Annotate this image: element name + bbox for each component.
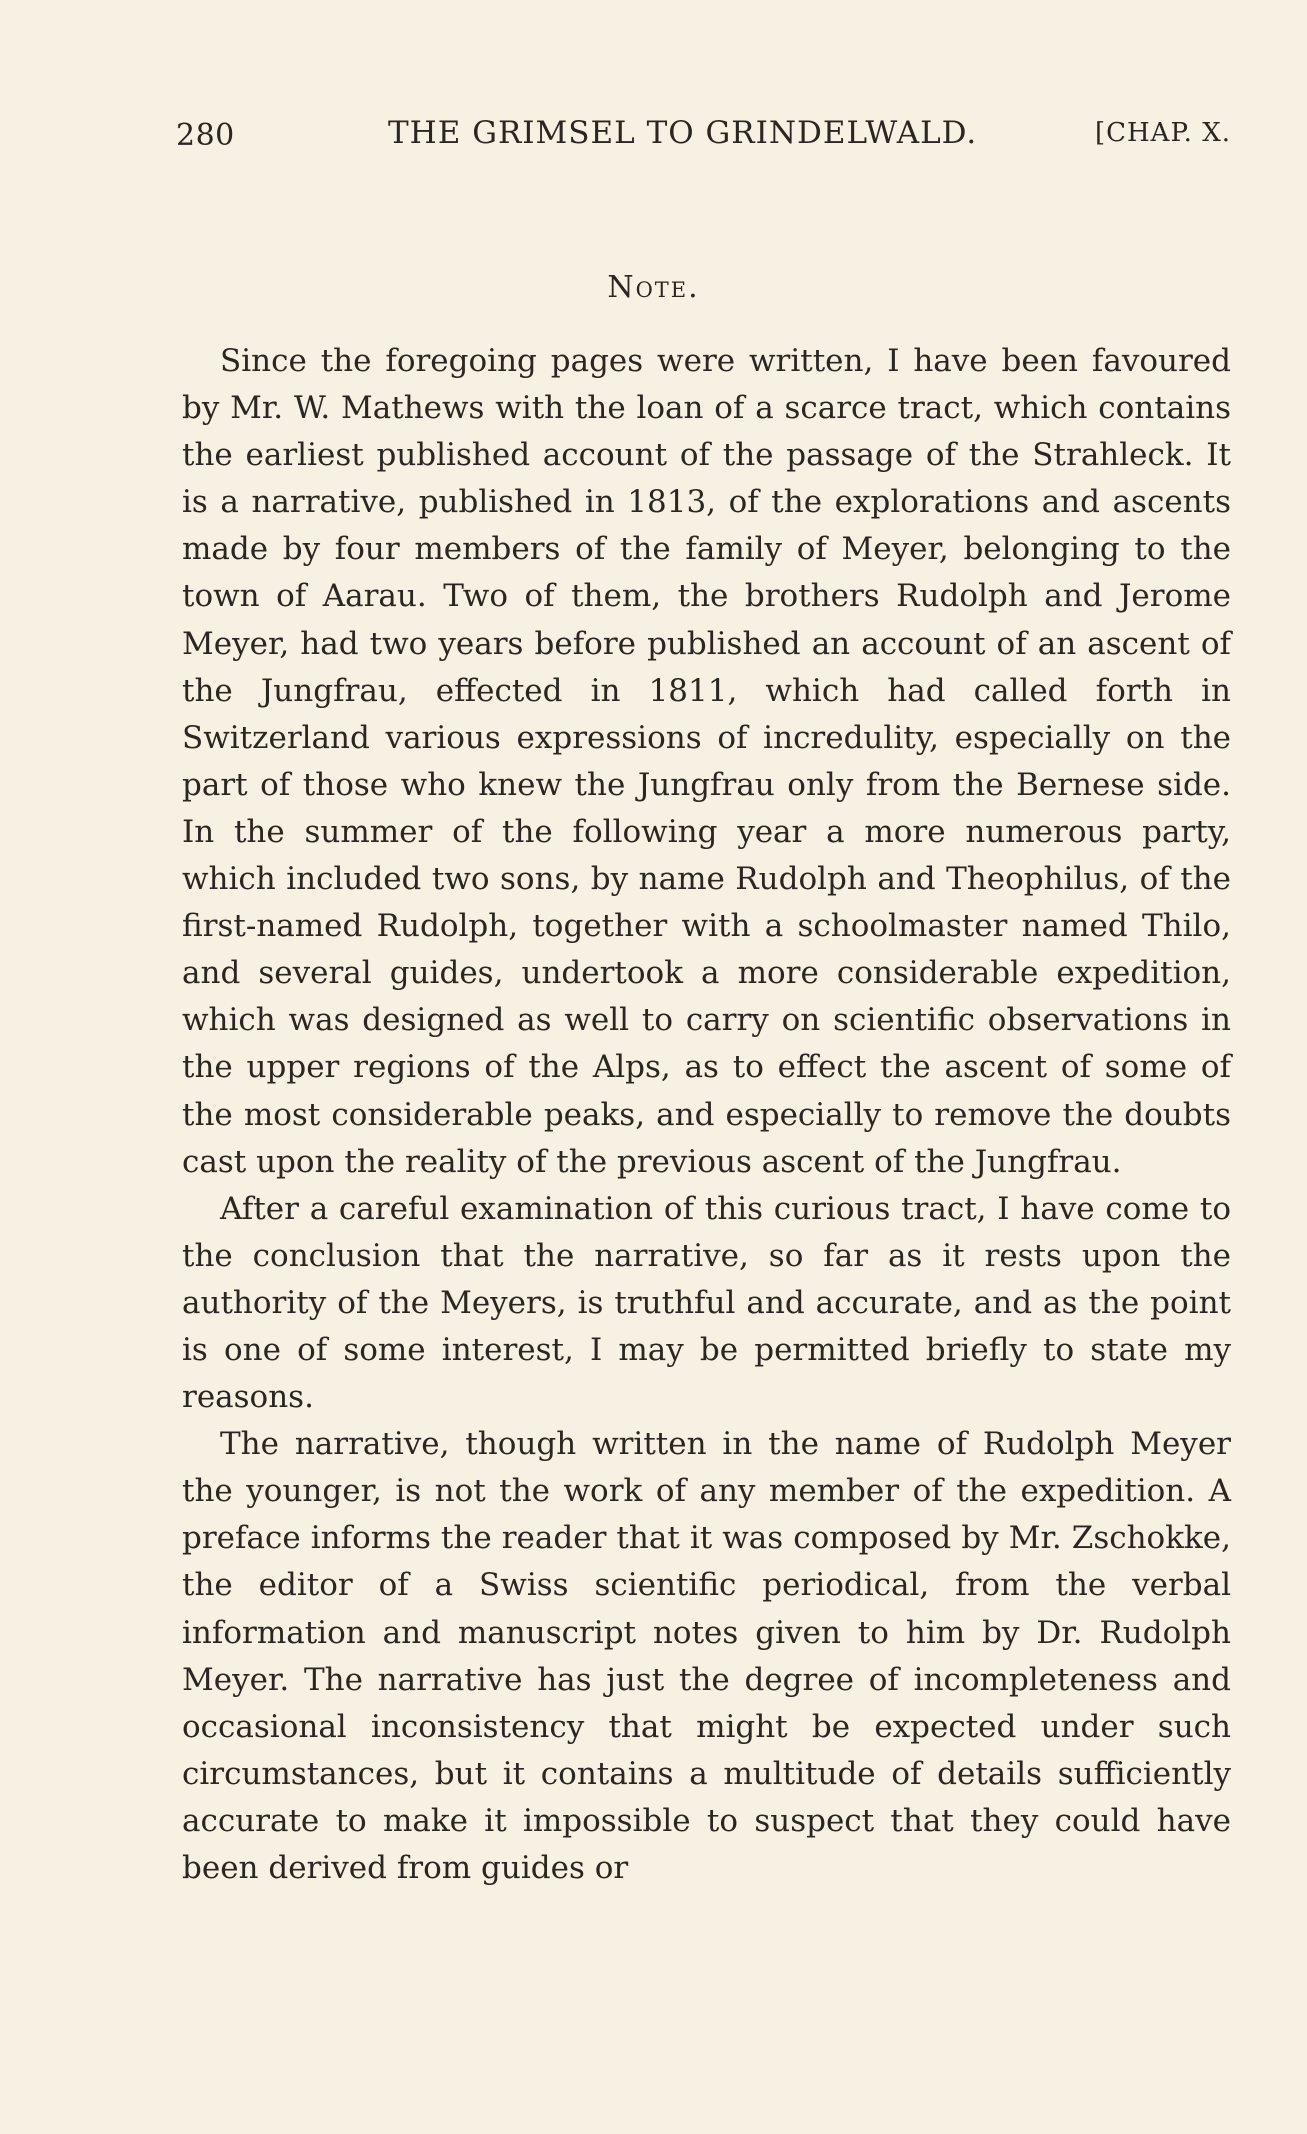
paragraph: Since the foregoing pages were written, I have been favoured by Mr. W. Mathews with the loan of a scarce tract, which contains the earliest published account of the passage of the Strahleck. It is a narrative, published in 1813, of the explorations and ascents made by four members of the family of Meyer, belonging to the town of Aarau. Two of them, the brothers Rudolph and Jerome Meyer, had two years before published an account of an ascent of the Jungfrau, effected in 1811, which had called forth in Switzerland various expressions of incredulity, especially on the part of those who knew the Jungfrau only from the Bernese side. In the summer of the following year a more numerous party, which included two sons, by name Rudolph and Theophilus, of the first-named Rudolph, together with a schoolmaster named Thilo, and several guides, undertook a more considerable expedition, which was designed as well to carry on scientific observations in the upper regions of the Alps, as to effect the ascent of some of the most considerable peaks, and especially to remove the doubts cast upon the reality of the previous ascent of the Jungfrau.: [182, 343, 1231, 1180]
paragraph: The narrative, though written in the name of Rudolph Meyer the younger, is not the work of any member of the expedition. A preface informs the reader that it was composed by Mr. Zschokke, the editor of a Swiss scientific periodical, from the verbal information and manuscript notes given to him by Dr. Rudolph Meyer. The narrative has just the degree of incompleteness and occasional inconsistency that might be expected under such circumstances, but it contains a multitude of details sufficiently accurate to make it impossible to suspect that they could have been derived from guides or: [182, 1426, 1231, 1886]
running-title: THE GRIMSEL TO GRINDELWALD.: [388, 115, 978, 151]
page-number: 280: [176, 118, 235, 153]
note-heading: Note.: [607, 270, 700, 305]
paragraph: After a careful examination of this curious tract, I have come to the conclusion that the narrative, so far as it rests upon the authority of the Meyers, is truthful and accurate, and as the point is one of some interest, I may be permitted briefly to state my reasons.: [182, 1190, 1231, 1416]
chapter-label: [CHAP. X.: [1094, 118, 1231, 148]
note-body: [182, 338, 1231, 1892]
running-header: [176, 112, 1231, 162]
